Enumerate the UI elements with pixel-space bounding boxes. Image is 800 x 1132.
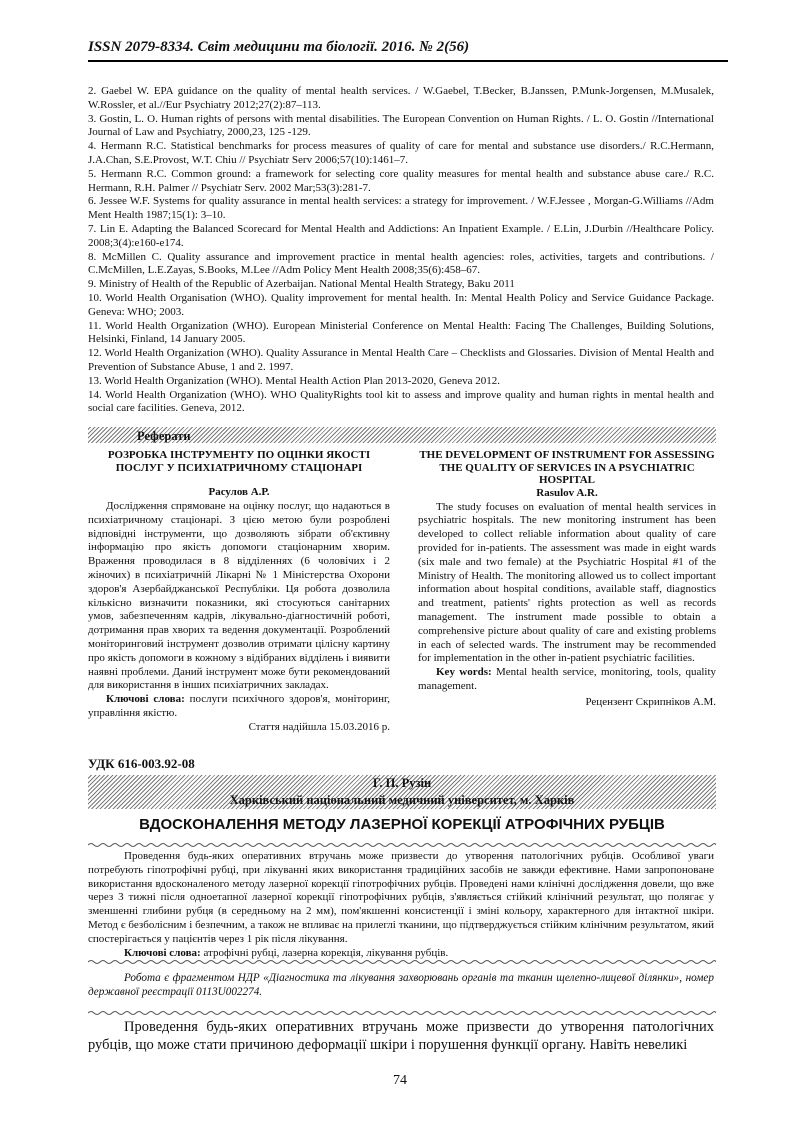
abstract-uk-received: Стаття надійшла 15.03.2016 р. (248, 720, 390, 733)
funding-note: Робота є фрагментом НДР «Діагностика та лікування захворювань органів та тканин щелепно-лицевої ділянки», номер державної реєстрації 0113U002274. (88, 972, 714, 998)
abstract-uk-keywords (88, 693, 390, 721)
abstract-en-body: The study focuses on evaluation of mental health services in psychiatric hospitals. The new monitoring instrument has been developed to collect reliable information about quality of care provided for in-patients. The assessment was made in eight wards (six male and two female) at the Psychiatric Hospital #1 of the Ministry of Health. The monitoring allowed us to collect important information about hospital conditions, available staff, diagnostics and treatment, patients' rights protection as well as records management. The instrument made possible to obtain a comprehensive picture about quality of care and existing problems in each of selected wards. The instrument may be recommended for implementation in the other in-patient psychiatric facilities. (418, 500, 716, 665)
abstract-en-author: Rasulov A.R. (536, 486, 598, 499)
reference-item: 12. World Health Organization (WHO). Quality Assurance in Mental Health Care – Checklists and Glossaries. Division of Mental Health and Prevention of Substance Abuse, 1 and 2. 1997. (88, 347, 714, 373)
abstract-en-title: THE DEVELOPMENT OF INSTRUMENT FOR ASSESSING THE QUALITY OF SERVICES IN A PSYCHIATRIC HOSPITAL (419, 449, 715, 487)
abstract-en-keywords (418, 666, 716, 694)
wavy-divider (88, 959, 716, 965)
journal-header: ISSN 2079-8334. Світ медицини та біології. 2016. № 2(56) (88, 39, 470, 55)
abstract-en-reviewer: Рецензент Скрипніков А.М. (585, 695, 716, 708)
author-banner (88, 775, 716, 809)
summary-keywords-label: Ключові слова: (124, 946, 201, 959)
summary-text: Проведення будь-яких оперативних втручань може призвести до утворення патологічних рубців. Особливої уваги потребують гіпотрофічні рубці, при лікуванні яких використання традиційних засобів не завжди ефективне. Нами запропоноване використання вдосконаленого методу лазерної корекції гіпотрофічних рубців. Проведені нами клінічні дослідження довели, що вже через 3 тижні після одноетапної лазерної корекції гіпотрофічних рубців, з'являється стійкий клінічний результат, що полягає у зменшенні глибини рубця (в середньому на 2 мм), пом'якшенні консистенції і зміні кольору, характерного для інтактної шкіри. Метод є безболісним і безпечним, а також не впливає на прилеглі тканини, що підтверджується стійким клінічним результатом, який спостерігається у пацієнтів через 1 рік після лікування. (88, 850, 714, 945)
author-name: Г. П. Рузін (372, 776, 432, 790)
abstract-uk-author: Расулов А.Р. (208, 486, 270, 499)
article-title: ВДОСКОНАЛЕННЯ МЕТОДУ ЛАЗЕРНОЇ КОРЕКЦІЇ АТРОФІЧНИХ РУБЦІВ (139, 816, 665, 833)
abstract-en-keywords-text: Mental health service, monitoring, tools, quality management. (418, 666, 716, 692)
reference-item: 4. Hermann R.C. Statistical benchmarks for process measures of quality of care for mental and substance use disorders./ R.C.Hermann, J.A.Chan, S.E.Provost, W.T. Chiu // Psychiatr Serv 2006;57(10):1461–7. (88, 140, 714, 166)
reference-item: 8. McMillen C. Quality assurance and improvement practice in mental health agencies: roles, activities, targets and contributions. / C.McMillen, L.E.Zayas, S.Books, M.Lee //Adm Policy Ment Health 2008;35(6):458–67. (88, 250, 714, 277)
summary-keywords-text: атрофічні рубці, лазерна корекція, лікування рубців. (200, 946, 449, 959)
wavy-divider (88, 842, 716, 848)
wavy-divider (88, 1010, 716, 1016)
abstract-en-keywords-label: Key words: (436, 666, 492, 679)
reference-item: 5. Hermann R.C. Common ground: a framework for selecting core quality measures for mental health and substance abuse care./ R.C. Hermann, R.H. Palmer // Psychiatr Serv. 2002 Mar;53(3):281-7. (88, 167, 714, 194)
reference-item: 6. Jessee W.F. Systems for quality assurance in mental health services: a strategy for improvement. / W.F.Jessee , Morgan-G.Williams //Adm Ment Health 1987;15(1): 3–10. (88, 195, 714, 222)
author-affiliation: Харківський національний медичний університет, м. Харків (229, 792, 575, 807)
article-summary (88, 850, 714, 960)
reference-item: 13. World Health Organization (WHO). Mental Health Action Plan 2013-2020, Geneva 2012. (88, 374, 501, 387)
reference-item: 7. Lin E. Adapting the Balanced Scorecard for Mental Health and Addictions: An Inpatient Example. / E.Lin, J.Durbin //Healthcare Policy. 2008;3(4):e160-e174. (88, 222, 714, 249)
page-number: 74 (393, 1073, 407, 1088)
abstracts-banner-label: Реферати (137, 429, 191, 443)
abstract-english (418, 449, 716, 710)
abstract-uk-body: Дослідження спрямоване на оцінку послуг, що надаються в психіатричному стаціонарі. З цією метою були розроблені відповідні інструменти, що дозволяють зібрати об'єктивну інформацію про якість допомоги стаціонарним хворим. Враження проводилася в 8 відділеннях (6 чоловічих і 2 жіночих) в психіатричній Лікарні № 1 Міністерства Охорони здоров'я Азербайджанської Республіки. Ця робота дозволила кількісно визначити показники, які стосуються санітарних умов, забезпеченням кадрів, лікувально-діагностичній роботі, дотримання прав хворих та ведення документації. Розроблений моніторинговий інструмент дозволив отримати цілісну картину про якість допомоги в кожному з відібраних відділень і виявити наявні проблеми. Даний інструмент може бути рекомендований для використання в інших психіатричних закладах. (88, 499, 390, 692)
reference-item: 10. World Health Organisation (WHO). Quality improvement for mental health. In: Mental Health Policy and Service Guidance Package. Geneva: WHO; 2003. (88, 291, 714, 318)
article-body: Проведення будь-яких оперативних втручань може призвести до утворення патологічних рубців, що може стати причиною деформації шкіри і порушення функції органу. Навіть невеликі (88, 1019, 714, 1053)
header-rule (88, 60, 728, 62)
reference-item: 9. Ministry of Health of the Republic of Azerbaijan. National Mental Health Strategy, Baku 2011 (88, 278, 515, 291)
abstract-uk-keywords-label: Ключові слова: (106, 693, 185, 706)
abstract-uk-title: РОЗРОБКА ІНСТРУМЕНТУ ПО ОЦІНКИ ЯКОСТІ ПОСЛУГ У ПСИХІАТРИЧНОМУ СТАЦІОНАРІ (107, 449, 371, 474)
abstract-uk-keywords-text: послуги психічного здоров'я, моніторинг, управління якістю. (88, 693, 390, 719)
reference-item: 3. Gostin, L. O. Human rights of persons with mental disabilities. The European Convention on Human Rights. / L. O. Gostin //International Journal of Law and Psychiatry, 2000,23, 125 -129. (88, 112, 714, 139)
udk-code: УДК 616-003.92-08 (88, 756, 195, 771)
abstract-ukrainian (88, 449, 390, 735)
abstracts-banner (88, 427, 716, 443)
reference-item: 11. World Health Organization (WHO). European Ministerial Conference on Mental Health: Facing The Challenges, Building Solutions, Helsinki, Finland, 14 January 2005. (88, 319, 714, 346)
reference-item: 14. World Health Organization (WHO). WHO QualityRights tool kit to assess and improve quality and human rights in mental health and social care facilities. Geneva, 2012. (88, 388, 714, 415)
reference-item: 2. Gaebel W. EPA guidance on the quality of mental health services. / W.Gaebel, T.Becker, B.Janssen, P.Munk-Jorgensen, M.Musalek, W.Rossler, et al.//Eur Psychiatry 2012;27(2):87–113. (88, 85, 714, 111)
reference-list (88, 85, 714, 416)
